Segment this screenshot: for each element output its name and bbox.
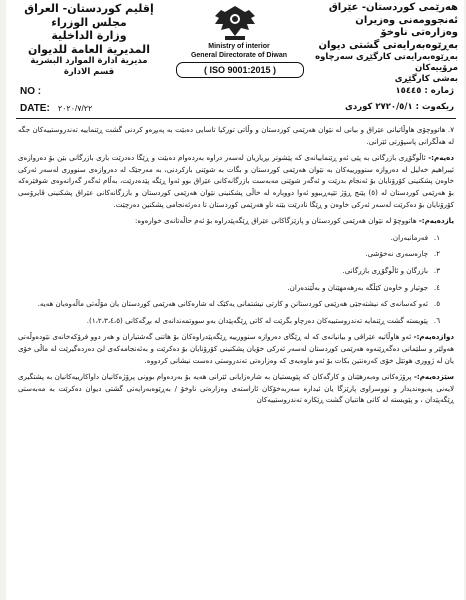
section-text: پرۆژەکانی وەبەرهێنان و کارگەکان کە پێویستیان بە شارەزایانی ئێرانی هەیە بۆ بەردەوام بوونی پرۆژەکانیان داواکارییەکانیان بە پشتگیری لایەنی پەیوەندیدار و نووسراوی پارێزگا یان ئیدارە سەربەخۆکان ئاراستەی وەزارەتی ناوخۆ / بەڕێوەبەرایەتی گشتی دیوان دەکرێت بە مەبەستی ڕێگەپێدان ، و پێویستە لە کاتی هاتنیان گشت ڕێکارە تەندروستییەکان: [18, 372, 454, 405]
date-row: [20, 103, 92, 114]
letterhead-line: وەزارەتی ناوخۆ: [380, 27, 458, 38]
arabic-letterhead: [14, 2, 164, 78]
letterhead-line: بەڕێوەبەرایەتی گشتی دیوان: [318, 39, 458, 51]
letterhead-line: مديرية ادارة الموارد البشرية: [30, 56, 148, 66]
paragraph: [18, 371, 454, 406]
letterhead-line: مجلس الوزراء: [51, 15, 127, 29]
list-number: ٤.: [433, 282, 440, 292]
directorate-title: General Directorate of Diwan: [190, 52, 288, 59]
header-divider: [16, 118, 456, 119]
list-item: [18, 298, 440, 310]
section-title: سێزدەیەم:-: [413, 372, 454, 382]
paragraph: [18, 215, 454, 227]
list-item: [18, 315, 440, 327]
list-item: [18, 282, 440, 294]
list-item: [18, 248, 440, 260]
iso-badge: ( ISO 9001:2015 ): [176, 62, 304, 78]
letterhead-line: المديرية العامة للديوان: [28, 42, 150, 56]
list-item: [18, 265, 440, 277]
list-text: بازرگان و ئاڵوگۆڕی بازرگانی.: [342, 265, 428, 275]
list-text: چارەسەری نەخۆشی.: [365, 249, 428, 259]
letterhead-line: إقليم كوردستان- العراق: [24, 2, 154, 15]
date-value: ٢٠٢٠/٧/٢٢: [57, 104, 93, 113]
list-item: [18, 232, 440, 244]
section-text: ئاڵوگۆڕی بازرگانی بە پێی ئەو ڕێنماییانەی کە پێشوتر بڕیاریان لەسەر دراوە بەردەوام دەبێت و ڕێگا دەدرێت باری بازرگانی بێن بۆ دەروازەی ئیبراهیم خەلیل لە دەروازە سنوورییەکان بە نێوان هەرێمی کوردستان و بگات بە شوێنی بارکردنی، بە مەرجێک لە دەروازەی سنووری لەسەر ئەرکی خاوەن پشکنینی کۆرۆنایان بۆ ئەنجام بدرێت و ئەگەر شوێنی مەبەست بازرگانەکانی عێراق بوو ئەوا ڕێگە پێدەدرێت، بەڵام ئەگەر گەرانەوەی شوفێرەکە بۆ هەرێمی کوردستان لە (٥) پێنج ڕۆژ تێپەڕیبوو ئەوا دووبارە لە خاڵی پشکنینی نێوان هەرێمی کوردستان و بازرگانەکانی عێراق پشکنینی ڤایرۆسی کۆرۆنایان بۆ دەکرێت لەسەر ئەرکی خاوەن و ڕێگا نادرێت بێنە ناو هەرێمی کوردستان تا دەرئەنجامی پشکنین دەرچێت.: [18, 153, 454, 209]
list-text: ئەو کەسانەی کە نیشتەجێی هەرێمی کوردستانن و کارتی نیشتمانی یەکێک لە شارەکانی هەرێمی کوردستان یان مۆڵەتی ماڵەوەیان هەیە.: [37, 299, 428, 309]
letterhead-line: بەشی کارگێڕی: [394, 74, 458, 84]
section-title: یازدەیەم:-: [418, 216, 454, 226]
list-text: فەرمانبەران.: [390, 232, 428, 242]
kurdistan-emblem-icon: [211, 4, 259, 42]
conditions-list: [18, 232, 454, 327]
letterhead-line: ئەنجوومەنی وەزیران: [355, 14, 458, 26]
ministry-title: Ministry of interior: [208, 43, 270, 50]
number-label: NO :: [20, 86, 42, 97]
section-text: ئەو هاوڵاتیە عێراقی و بیانیانەی کە لە ڕێگای دەروازە سنوورییە ڕێگەپێدراوەکان بۆ هاتنی گەشتیاران و هەر دوو فرۆکەخانەی نێودەوڵەتی هەولێر و سلێمانی دەگەڕێنەوە هەرێمی کوردستان لەسەر ئەرکی خۆیان پشکنینی کۆرۆنایان بۆ دەکرێت و بەئەنجامەکەی لێ دەردەگیرێت لە ماڵی خۆی یان لە ژووری هوتێل خۆی کەرەنتین بکات بۆ ئەو ماوەیەی کە وەزارەتی تەندروستی دەست نیشانی کردووە.: [18, 332, 454, 365]
section-title: دەیەم:-: [428, 153, 454, 163]
date-label: DATE:: [20, 103, 50, 114]
reference-number: ژمارە : ١٥٤٤٥: [395, 86, 454, 96]
letterhead-line: وزارة الداخلية: [51, 29, 127, 42]
paragraph: [18, 152, 454, 210]
paragraph: ٧. هاتووچۆی هاوڵاتیانی عێراق و بیانی لە نێوان هەرێمی کوردستان و وڵاتی تورکیا تاسایی دەبێت بە پەیڕەو کردنی گشت ڕێنماییە تەندروستییەکان جگە لە هەڵگرانی پاسپۆرتی ئێرانی.: [18, 125, 454, 146]
list-text: جوتیار و خاوەن کێڵگە بەرهەمهێنان و بەڵێندەران.: [287, 282, 428, 292]
list-number: ٥.: [433, 299, 440, 309]
section-text: هاتووچۆ لە نێوان هەرێمی کوردستان و پارێزگاکانی عێراق ڕێگەپێدراوە بۆ ئەم حاڵەتانەی خوارەوە:: [135, 216, 419, 226]
section-title: دوازدەیەم:-: [413, 332, 454, 342]
letterhead-line: بەڕێوەبەرایەتی کارگێڕی سەرچاوە مرۆییەکان: [315, 52, 458, 73]
ministry-name: [166, 42, 312, 60]
kurdish-letterhead: [298, 2, 458, 85]
letterhead-line: قسم الادارة: [63, 67, 115, 77]
list-number: ٢.: [433, 249, 440, 259]
letterhead-line: هەرێمی کوردستان- عێراق: [328, 2, 458, 13]
reference-date: ریكەوت : ٢٧٢٠/٥/١ کوردی: [345, 102, 454, 112]
list-number: ١.: [433, 232, 440, 242]
letter-body: [18, 124, 454, 411]
list-text: پێویستە گشت ڕێنمایە تەندروستییەکان دەرچاو بگرێت لە کاتی ڕێگەپێدان بەو سووتمەندانەی لە بڕگەکانی (١،٢،٣،٤،٥).: [86, 315, 428, 325]
document-page: [6, 0, 464, 600]
paragraph: [18, 331, 454, 366]
list-number: ٣.: [433, 265, 440, 275]
list-number: ٦.: [433, 315, 440, 325]
